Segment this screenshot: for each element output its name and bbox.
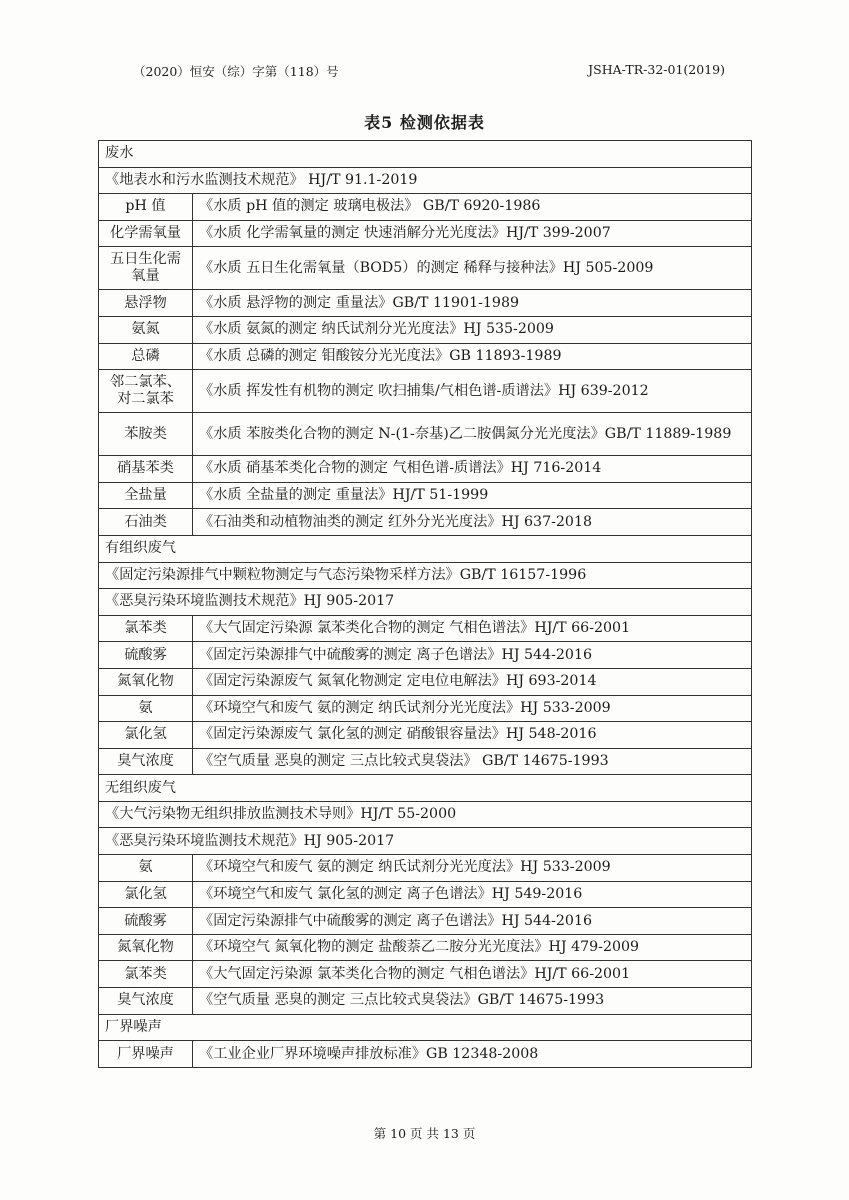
parameter-cell: 苯胺类 [99, 413, 193, 456]
standard-cell: 《固定污染源废气 氮氧化物测定 定电位电解法》HJ 693-2014 [193, 668, 752, 695]
section-row [99, 141, 752, 168]
general-standard-row [99, 167, 752, 194]
parameter-cell: 氮氧化物 [99, 934, 193, 961]
standard-cell: 《空气质量 恶臭的测定 三点比较式臭袋法》GB/T 14675-1993 [193, 988, 752, 1015]
standard-cell: 《环境空气和废气 氨的测定 纳氏试剂分光光度法》HJ 533-2009 [193, 695, 752, 722]
table-row [99, 509, 752, 536]
standard-cell: 《空气质量 恶臭的测定 三点比较式臭袋法》 GB/T 14675-1993 [193, 748, 752, 775]
standard-cell: 《环境空气 氮氧化物的测定 盐酸萘乙二胺分光光度法》HJ 479-2009 [193, 934, 752, 961]
table-row [99, 290, 752, 317]
parameter-cell: 化学需氧量 [99, 220, 193, 247]
parameter-cell: 氯化氢 [99, 722, 193, 749]
section-row [99, 775, 752, 802]
report-number: （2020）恒安（综）字第（118）号 [133, 64, 339, 79]
table-row [99, 370, 752, 413]
parameter-cell: 厂界噪声 [99, 1041, 193, 1068]
table-row [99, 343, 752, 370]
table-row [99, 695, 752, 722]
table-row [99, 988, 752, 1015]
parameter-cell: 悬浮物 [99, 290, 193, 317]
detection-basis-table [98, 140, 752, 1068]
section-row [99, 535, 752, 562]
table-row [99, 413, 752, 456]
table-row [99, 316, 752, 343]
general-standard-row [99, 589, 752, 616]
document-code: JSHA-TR-32-01(2019) [588, 62, 725, 77]
section-heading: 废水 [99, 141, 752, 168]
parameter-cell: 氨 [99, 695, 193, 722]
section-heading: 无组织废气 [99, 775, 752, 802]
standard-cell: 《环境空气和废气 氯化氢的测定 离子色谱法》HJ 549-2016 [193, 881, 752, 908]
parameter-cell: 氮氧化物 [99, 668, 193, 695]
table-row [99, 482, 752, 509]
parameter-cell: 石油类 [99, 509, 193, 536]
parameter-cell: 硝基苯类 [99, 456, 193, 483]
standard-cell: 《水质 pH 值的测定 玻璃电极法》 GB/T 6920-1986 [193, 194, 752, 221]
parameter-cell: 臭气浓度 [99, 748, 193, 775]
parameter-cell: 硫酸雾 [99, 908, 193, 935]
table-row [99, 247, 752, 290]
section-heading: 厂界噪声 [99, 1014, 752, 1041]
parameter-cell: pH 值 [99, 194, 193, 221]
table-title: 表5 检测依据表 [364, 113, 485, 132]
parameter-cell: 硫酸雾 [99, 642, 193, 669]
parameter-cell: 总磷 [99, 343, 193, 370]
table-row [99, 881, 752, 908]
table-row [99, 934, 752, 961]
standard-cell: 《石油类和动植物油类的测定 红外分光光度法》HJ 637-2018 [193, 509, 752, 536]
general-standard-cell: 《地表水和污水监测技术规范》 HJ/T 91.1-2019 [99, 167, 752, 194]
table-row [99, 668, 752, 695]
parameter-cell: 氯化氢 [99, 881, 193, 908]
parameter-cell: 邻二氯苯、对二氯苯 [99, 370, 193, 413]
standard-cell: 《水质 挥发性有机物的测定 吹扫捕集/气相色谱-质谱法》HJ 639-2012 [193, 370, 752, 413]
standard-cell: 《水质 全盐量的测定 重量法》HJ/T 51-1999 [193, 482, 752, 509]
parameter-cell: 氯苯类 [99, 615, 193, 642]
parameter-cell: 全盐量 [99, 482, 193, 509]
standard-cell: 《固定污染源排气中硫酸雾的测定 离子色谱法》HJ 544-2016 [193, 642, 752, 669]
standard-cell: 《大气固定污染源 氯苯类化合物的测定 气相色谱法》HJ/T 66-2001 [193, 961, 752, 988]
general-standard-row [99, 828, 752, 855]
table-row [99, 961, 752, 988]
table-row [99, 194, 752, 221]
section-row [99, 1014, 752, 1041]
standard-cell: 《水质 硝基苯类化合物的测定 气相色谱-质谱法》HJ 716-2014 [193, 456, 752, 483]
table-row [99, 722, 752, 749]
parameter-cell: 臭气浓度 [99, 988, 193, 1015]
standard-cell: 《固定污染源排气中硫酸雾的测定 离子色谱法》HJ 544-2016 [193, 908, 752, 935]
section-heading: 有组织废气 [99, 535, 752, 562]
general-standard-cell: 《恶臭污染环境监测技术规范》HJ 905-2017 [99, 828, 752, 855]
standard-cell: 《水质 悬浮物的测定 重量法》GB/T 11901-1989 [193, 290, 752, 317]
parameter-cell: 氨氮 [99, 316, 193, 343]
standard-cell: 《工业企业厂界环境噪声排放标准》GB 12348-2008 [193, 1041, 752, 1068]
table-row [99, 908, 752, 935]
standard-cell: 《水质 总磷的测定 钼酸铵分光光度法》GB 11893-1989 [193, 343, 752, 370]
table-row [99, 615, 752, 642]
general-standard-row [99, 562, 752, 589]
table-row [99, 748, 752, 775]
standard-cell: 《水质 化学需氧量的测定 快速消解分光光度法》HJ/T 399-2007 [193, 220, 752, 247]
parameter-cell: 五日生化需氧量 [99, 247, 193, 290]
table-row [99, 1041, 752, 1068]
standard-cell: 《水质 氨氮的测定 纳氏试剂分光光度法》HJ 535-2009 [193, 316, 752, 343]
parameter-cell: 氯苯类 [99, 961, 193, 988]
general-standard-cell: 《大气污染物无组织排放监测技术导则》HJ/T 55-2000 [99, 801, 752, 828]
table-body [99, 141, 752, 1068]
standard-cell: 《水质 五日生化需氧量（BOD5）的测定 稀释与接种法》HJ 505-2009 [193, 247, 752, 290]
general-standard-cell: 《恶臭污染环境监测技术规范》HJ 905-2017 [99, 589, 752, 616]
standard-cell: 《固定污染源废气 氯化氢的测定 硝酸银容量法》HJ 548-2016 [193, 722, 752, 749]
standard-cell: 《大气固定污染源 氯苯类化合物的测定 气相色谱法》HJ/T 66-2001 [193, 615, 752, 642]
general-standard-cell: 《固定污染源排气中颗粒物测定与气态污染物采样方法》GB/T 16157-1996 [99, 562, 752, 589]
standard-cell: 《水质 苯胺类化合物的测定 N-(1-奈基)乙二胺偶氮分光光度法》GB/T 11889-1989 [193, 413, 752, 456]
table-row [99, 642, 752, 669]
table-row [99, 220, 752, 247]
parameter-cell: 氨 [99, 855, 193, 882]
page-number: 第 10 页 共 13 页 [373, 1126, 476, 1141]
table-row [99, 855, 752, 882]
general-standard-row [99, 801, 752, 828]
table-row [99, 456, 752, 483]
standard-cell: 《环境空气和废气 氨的测定 纳氏试剂分光光度法》HJ 533-2009 [193, 855, 752, 882]
